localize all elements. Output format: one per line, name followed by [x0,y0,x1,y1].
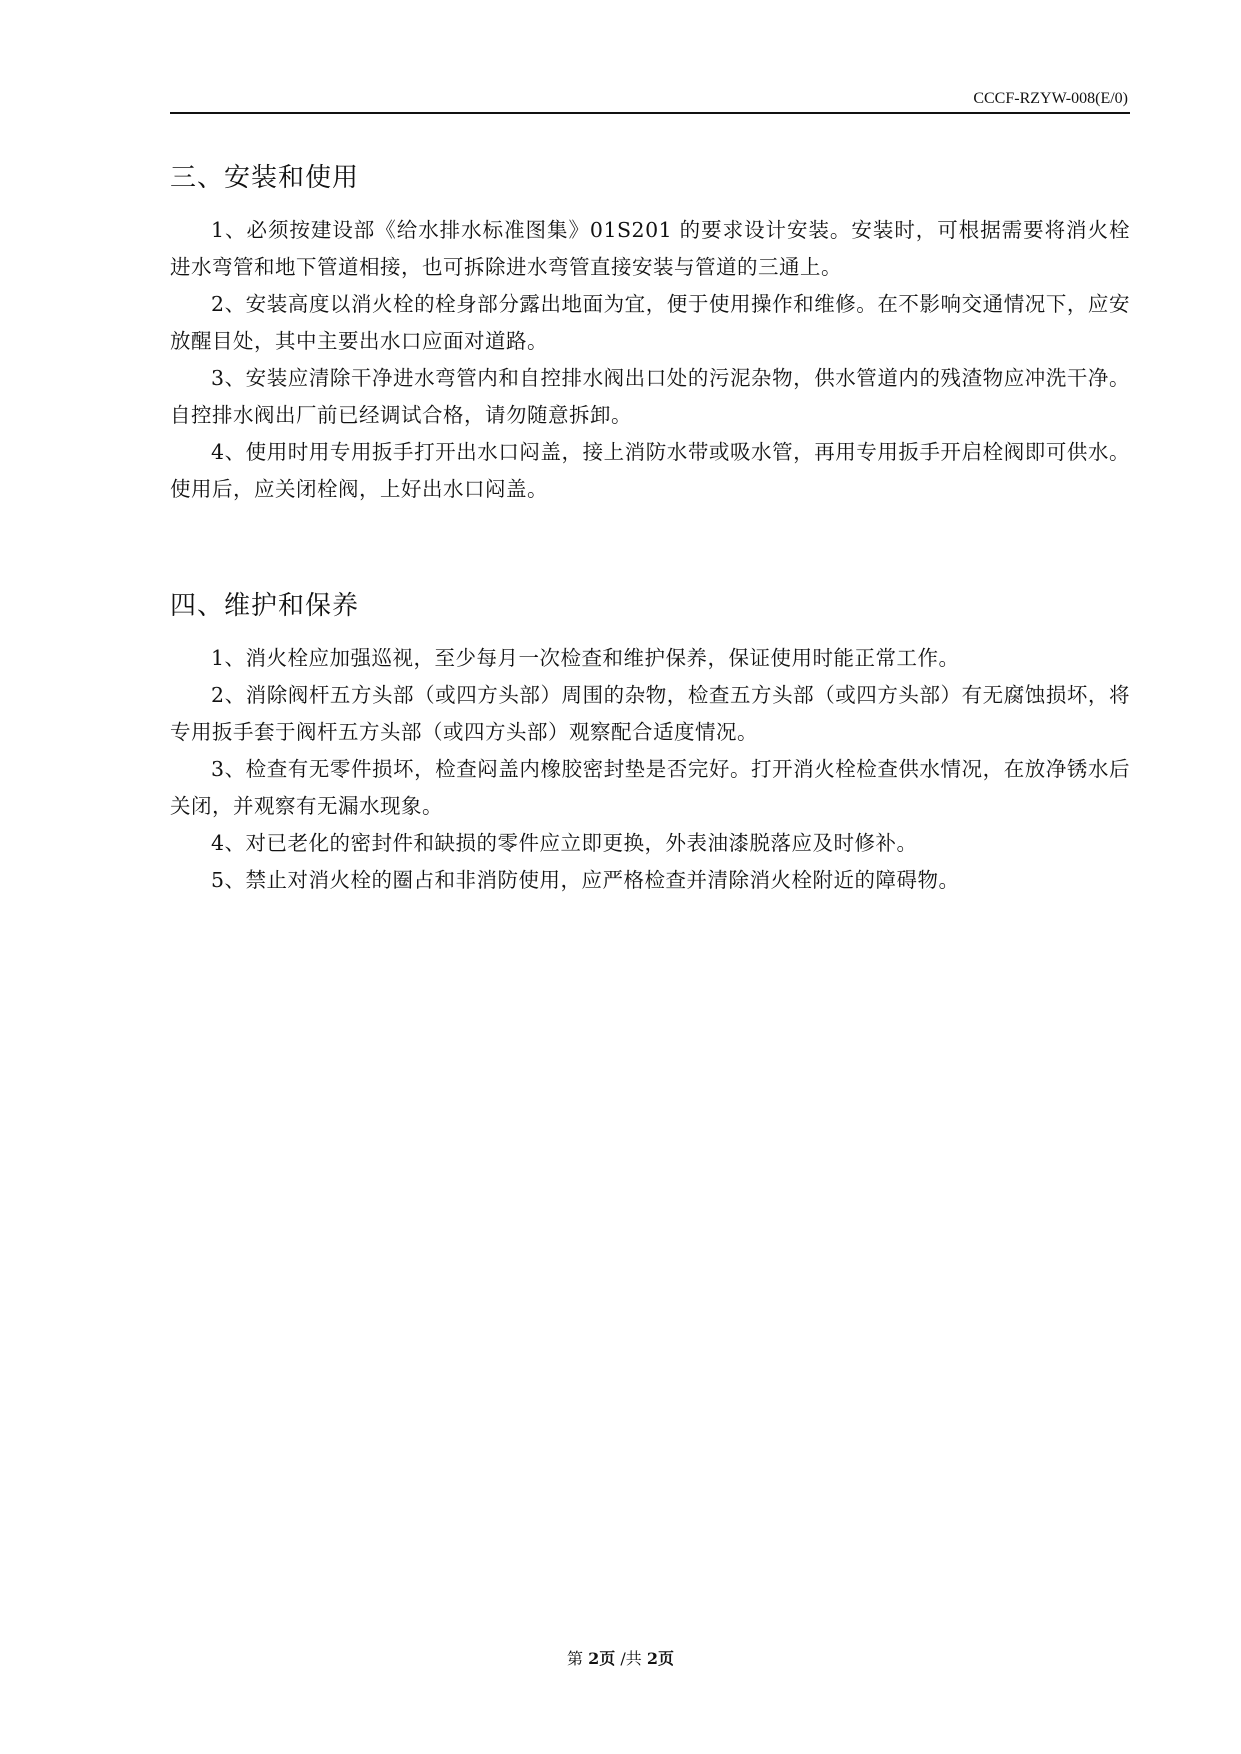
page-current: 2页 [588,1649,616,1668]
paragraph: 4、使用时用专用扳手打开出水口闷盖，接上消防水带或吸水管，再用专用扳手开启栓阀即可供水。使用后，应关闭栓阀，上好出水口闷盖。 [170,440,1130,501]
paragraph: 3、安装应清除干净进水弯管内和自控排水阀出口处的污泥杂物，供水管道内的残渣物应冲洗干净。自控排水阀出厂前已经调试合格，请勿随意拆卸。 [170,366,1130,427]
section-maintenance [170,588,1130,899]
paragraph: 3、检查有无零件损坏，检查闷盖内橡胶密封垫是否完好。打开消火栓检查供水情况，在放净锈水后关闭，并观察有无漏水现象。 [170,757,1130,818]
paragraph: 2、安装高度以消火栓的栓身部分露出地面为宜，便于使用操作和维修。在不影响交通情况下，应安放醒目处，其中主要出水口应面对道路。 [170,292,1130,353]
section-title: 三、安装和使用 [170,163,360,193]
section-installation-and-use [170,160,1130,508]
document-code: CCCF-RZYW-008(E/0) [973,90,1128,107]
page-separator: /共 [620,1649,642,1668]
page-header [170,88,1130,114]
page-prefix: 第 [567,1649,584,1668]
paragraph: 1、消火栓应加强巡视，至少每月一次检查和维护保养，保证使用时能正常工作。 [211,646,960,670]
paragraph: 1、必须按建设部《给水排水标准图集》01S201 的要求设计安装。安装时，可根据需要将消火栓进水弯管和地下管道相接，也可拆除进水弯管直接安装与管道的三通上。 [170,218,1130,279]
section-title: 四、维护和保养 [170,591,360,621]
page-footer [0,1646,1241,1669]
page-total: 2页 [646,1649,674,1668]
paragraph: 5、禁止对消火栓的圈占和非消防使用，应严格检查并清除消火栓附近的障碍物。 [211,868,960,892]
paragraph: 4、对已老化的密封件和缺损的零件应立即更换，外表油漆脱落应及时修补。 [211,831,918,855]
paragraph: 2、消除阀杆五方头部（或四方头部）周围的杂物，检查五方头部（或四方头部）有无腐蚀损坏，将专用扳手套于阀杆五方头部（或四方头部）观察配合适度情况。 [170,683,1130,744]
